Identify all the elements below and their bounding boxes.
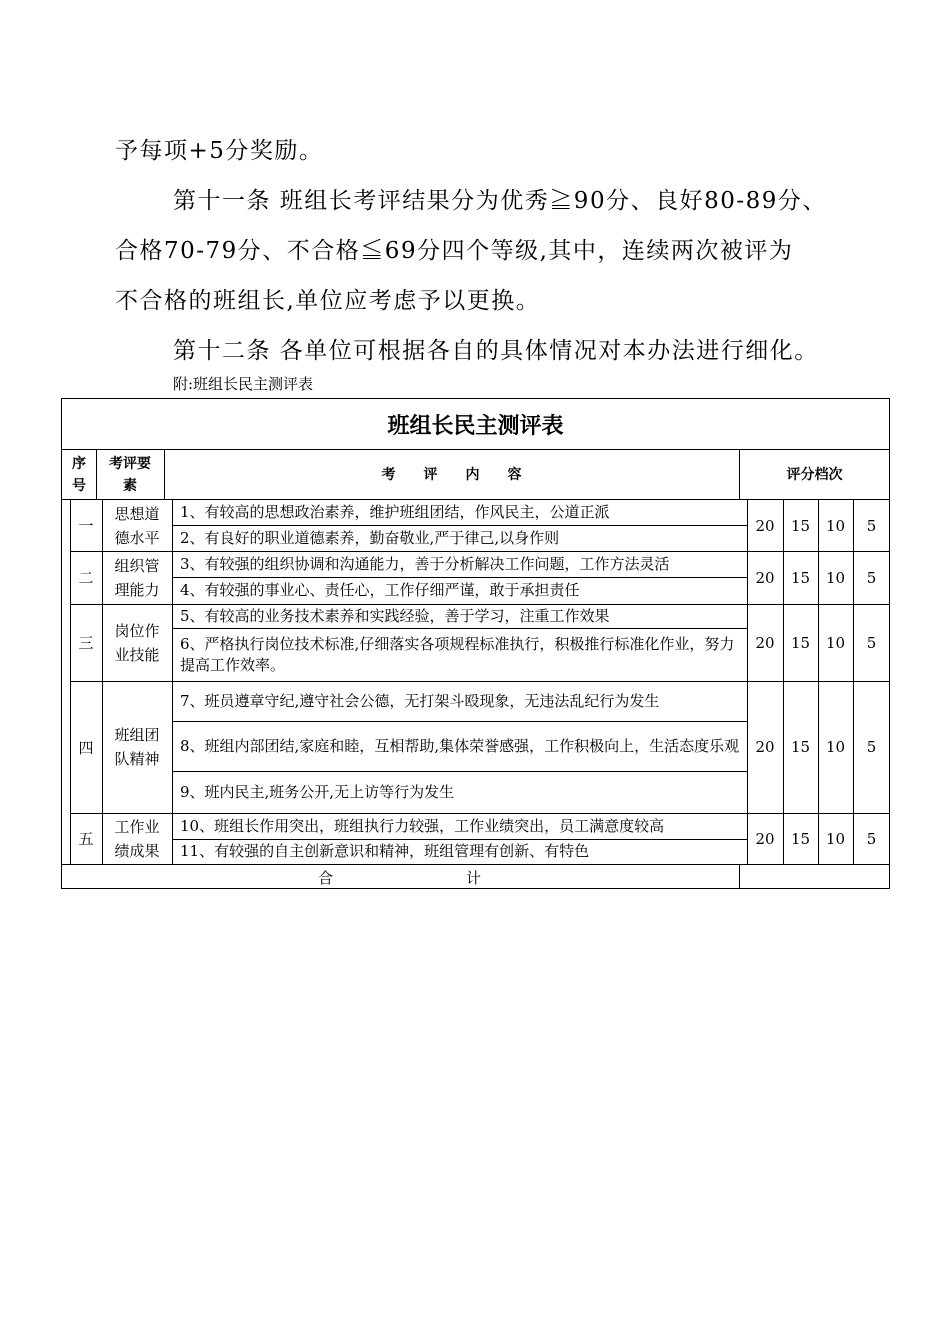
group-seq: 一	[78, 517, 94, 535]
item-5: 5、有较高的业务技术素养和实践经验，善于学习，注重工作效果	[180, 606, 610, 625]
group-seq: 五	[78, 830, 94, 848]
header-score: 评分档次	[739, 450, 890, 500]
item-3: 3、有较强的组织协调和沟通能力，善于分析解决工作问题，工作方法灵活	[180, 554, 670, 573]
item-1: 1、有较高的思想政治素养，维护班组团结，作风民主，公道正派	[180, 503, 610, 521]
group-element-line1: 思想道	[114, 504, 160, 523]
group-element-line1: 工作业	[114, 817, 160, 836]
score-5: 5	[866, 568, 877, 587]
group-element-line2: 绩成果	[114, 841, 160, 860]
article-eleven-line2: 合格70-79分、不合格≦69分四个等级,其中，连续两次被评为	[115, 238, 794, 264]
group-element-line1: 班组团	[114, 726, 160, 744]
group-element	[102, 500, 172, 551]
score-10: 10	[825, 738, 846, 756]
divider	[739, 864, 740, 888]
score-20: 20	[755, 633, 775, 652]
evaluation-table	[61, 398, 890, 889]
score-15: 15	[790, 633, 811, 652]
score-10: 10	[825, 633, 846, 652]
article-twelve: 第十二条 各单位可根据各自的具体情况对本办法进行细化。	[173, 338, 819, 364]
score-5: 5	[866, 738, 877, 756]
header-content: 考 评 内 容	[164, 450, 739, 500]
group-element	[102, 604, 172, 681]
paragraph-continuation: 予每项+5分奖励。	[115, 138, 324, 164]
group-element-line1: 岗位作	[114, 621, 160, 640]
score-5: 5	[866, 829, 877, 848]
score-15: 15	[790, 829, 811, 848]
item-9: 9、班内民主,班务公开,无上访等行为发生	[180, 782, 455, 801]
article-eleven-line3: 不合格的班组长,单位应考虑予以更换。	[115, 288, 541, 314]
table-title: 班组长民主测评表	[62, 399, 889, 450]
item-11: 11、有较强的自主创新意识和精神，班组管理有创新、有特色	[180, 842, 590, 860]
score-20: 20	[755, 516, 775, 535]
header-seq-line1: 序	[72, 455, 86, 472]
score-10: 10	[825, 829, 846, 848]
item-10: 10、班组长作用突出，班组执行力较强，工作业绩突出，员工满意度较高	[180, 816, 665, 835]
score-20: 20	[755, 829, 775, 848]
group-element-line2: 德水平	[114, 528, 160, 547]
group-element-line1: 组织管	[114, 556, 160, 575]
header-element-line1: 考评要	[109, 455, 151, 472]
divider	[96, 450, 97, 500]
total-label-char1: 合	[318, 868, 334, 887]
item-8: 8、班组内部团结,家庭和睦，互相帮助,集体荣誉感强，工作积极向上，生活态度乐观	[180, 736, 740, 755]
article-eleven-line1: 第十一条 班组长考评结果分为优秀≧90分、良好80-89分、	[173, 188, 827, 214]
group-element-line2: 理能力	[114, 580, 160, 599]
group-element-line2: 业技能	[114, 645, 160, 664]
score-20: 20	[755, 738, 775, 756]
header-element-line2: 素	[123, 477, 137, 494]
score-10: 10	[825, 516, 846, 535]
group-seq: 二	[78, 569, 94, 587]
score-20: 20	[755, 568, 775, 587]
item-6: 6、严格执行岗位技术标准,仔细落实各项规程标准执行，积极推行标准化作业，努力提高工作效率。	[180, 634, 735, 674]
item-2: 2、有良好的职业道德素养，勤奋敬业,严于律己,以身作则	[180, 528, 560, 547]
item-7: 7、班员遵章守纪,遵守社会公德，无打架斗殴现象，无违法乱纪行为发生	[180, 691, 660, 710]
group-element	[102, 551, 172, 604]
score-5: 5	[866, 516, 877, 535]
appendix-caption: 附:班组长民主测评表	[173, 375, 314, 393]
score-15: 15	[790, 516, 811, 535]
score-15: 15	[790, 568, 811, 587]
group-element-line2: 队精神	[114, 750, 160, 768]
header-element	[96, 450, 164, 500]
total-label-char2: 计	[466, 868, 482, 887]
group-element	[102, 813, 172, 864]
group-element	[102, 681, 172, 813]
group-seq: 四	[78, 738, 94, 757]
item-4: 4、有较强的事业心、责任心，工作仔细严谨，敢于承担责任	[180, 581, 580, 599]
total-row	[62, 865, 739, 889]
group-seq: 三	[78, 634, 94, 652]
divider	[739, 450, 740, 500]
score-15: 15	[790, 738, 811, 756]
score-10: 10	[825, 568, 846, 587]
score-5: 5	[866, 633, 877, 652]
header-seq	[62, 450, 96, 500]
divider	[164, 450, 165, 500]
header-seq-line2: 号	[72, 477, 86, 494]
